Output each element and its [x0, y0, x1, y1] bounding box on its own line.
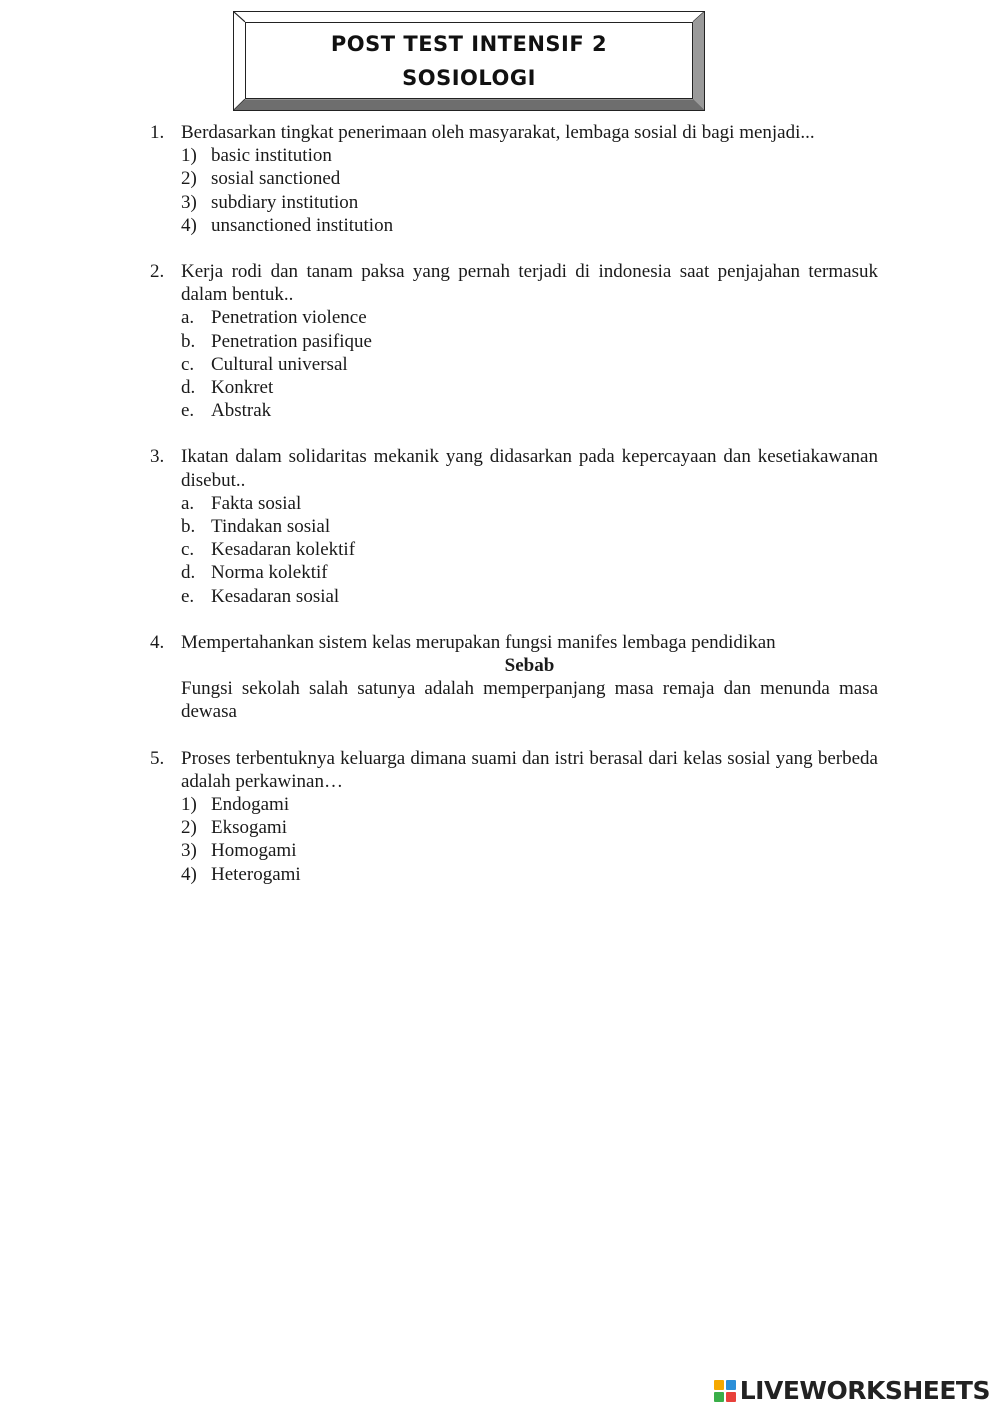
option-list [150, 492, 878, 608]
option-text: sosial sanctioned [211, 168, 341, 190]
option-label: 1) [181, 794, 197, 816]
option-label: d. [181, 377, 196, 399]
option-item[interactable] [181, 515, 878, 538]
option-text: Penetration violence [211, 307, 367, 329]
option-label: d. [181, 562, 196, 584]
option-item[interactable] [181, 816, 878, 839]
option-text: basic institution [211, 145, 332, 167]
question-text: Proses terbentuknya keluarga dimana suami dan istri berasal dari kelas sosial yang berbeda adalah perkawinan… [181, 747, 878, 792]
option-text: Abstrak [211, 400, 272, 422]
question-reason: Fungsi sekolah salah satunya adalah memperpanjang masa remaja dan menunda masa dewasa [181, 678, 878, 723]
question-text: Berdasarkan tingkat penerimaan oleh masyarakat, lembaga sosial di bagi menjadi... [181, 122, 815, 143]
option-item[interactable] [181, 863, 878, 886]
title-box-inner [245, 22, 693, 99]
option-item[interactable] [181, 306, 878, 329]
option-item[interactable] [181, 492, 878, 515]
brand-logo-icon [714, 1380, 736, 1402]
option-label: a. [181, 492, 195, 514]
option-text: subdiary institution [211, 191, 359, 213]
question-text: Ikatan dalam solidaritas mekanik yang didasarkan pada kepercayaan dan kesetiakawanan disebut.. [181, 446, 878, 491]
page-title: POST TEST INTENSIF 2 [330, 31, 608, 56]
question-2 [150, 260, 878, 422]
question-list [150, 121, 878, 909]
page-subject: SOSIOLOGI [402, 65, 536, 90]
question-5 [150, 747, 878, 886]
option-item[interactable] [181, 585, 878, 608]
option-item[interactable] [181, 191, 878, 214]
option-text: Eksogami [211, 817, 287, 839]
logo-square [714, 1380, 724, 1390]
option-text: Cultural universal [211, 353, 348, 375]
option-list [150, 144, 878, 237]
logo-square [726, 1392, 736, 1402]
option-text: Norma kolektif [211, 562, 328, 584]
option-label: b. [181, 516, 196, 538]
question-number: 2. [150, 261, 165, 283]
question-4 [150, 631, 878, 724]
option-item[interactable] [181, 399, 878, 422]
option-label: e. [181, 400, 195, 422]
option-item[interactable] [181, 793, 878, 816]
option-text: Tindakan sosial [211, 516, 331, 538]
option-label: e. [181, 585, 195, 607]
question-text: Kerja rodi dan tanam paksa yang pernah terjadi di indonesia saat penjajahan termasuk dalam bentuk.. [181, 261, 878, 306]
question-statement: Mempertahankan sistem kelas merupakan fungsi manifes lembaga pendidikan [181, 631, 776, 653]
option-label: 3) [181, 840, 197, 862]
option-label: 2) [181, 817, 197, 839]
question-number: 1. [150, 122, 165, 143]
option-item[interactable] [181, 538, 878, 561]
option-text: Kesadaran kolektif [211, 539, 356, 561]
option-label: 3) [181, 191, 197, 213]
option-label: 4) [181, 863, 197, 885]
option-text: Fakta sosial [211, 492, 302, 514]
option-label: 2) [181, 168, 197, 190]
option-label: 4) [181, 214, 197, 236]
option-text: Penetration pasifique [211, 330, 372, 352]
option-text: unsanctioned institution [211, 214, 394, 236]
option-list [150, 306, 878, 422]
question-number: 3. [150, 446, 165, 468]
option-label: c. [181, 353, 195, 375]
logo-square [714, 1392, 724, 1402]
option-text: Homogami [211, 840, 297, 862]
brand-watermark[interactable] [714, 1376, 990, 1405]
brand-text: LIVEWORKSHEETS [739, 1376, 990, 1405]
option-text: Konkret [211, 377, 274, 399]
title-box [233, 11, 705, 111]
option-text: Kesadaran sosial [211, 585, 340, 607]
option-item[interactable] [181, 144, 878, 167]
question-1 [150, 121, 878, 237]
option-label: b. [181, 330, 196, 352]
option-item[interactable] [181, 167, 878, 190]
question-number: 5. [150, 747, 165, 769]
question-connector: Sebab [504, 655, 555, 677]
option-item[interactable] [181, 330, 878, 353]
question-number: 4. [150, 631, 165, 653]
question-3 [150, 445, 878, 607]
option-item[interactable] [181, 353, 878, 376]
option-item[interactable] [181, 376, 878, 399]
option-item[interactable] [181, 839, 878, 862]
option-label: a. [181, 307, 195, 329]
option-item[interactable] [181, 214, 878, 237]
option-text: Endogami [211, 794, 290, 816]
option-item[interactable] [181, 561, 878, 584]
logo-square [726, 1380, 736, 1390]
option-list [150, 793, 878, 886]
option-label: c. [181, 539, 195, 561]
option-text: Heterogami [211, 863, 301, 885]
option-label: 1) [181, 145, 197, 167]
